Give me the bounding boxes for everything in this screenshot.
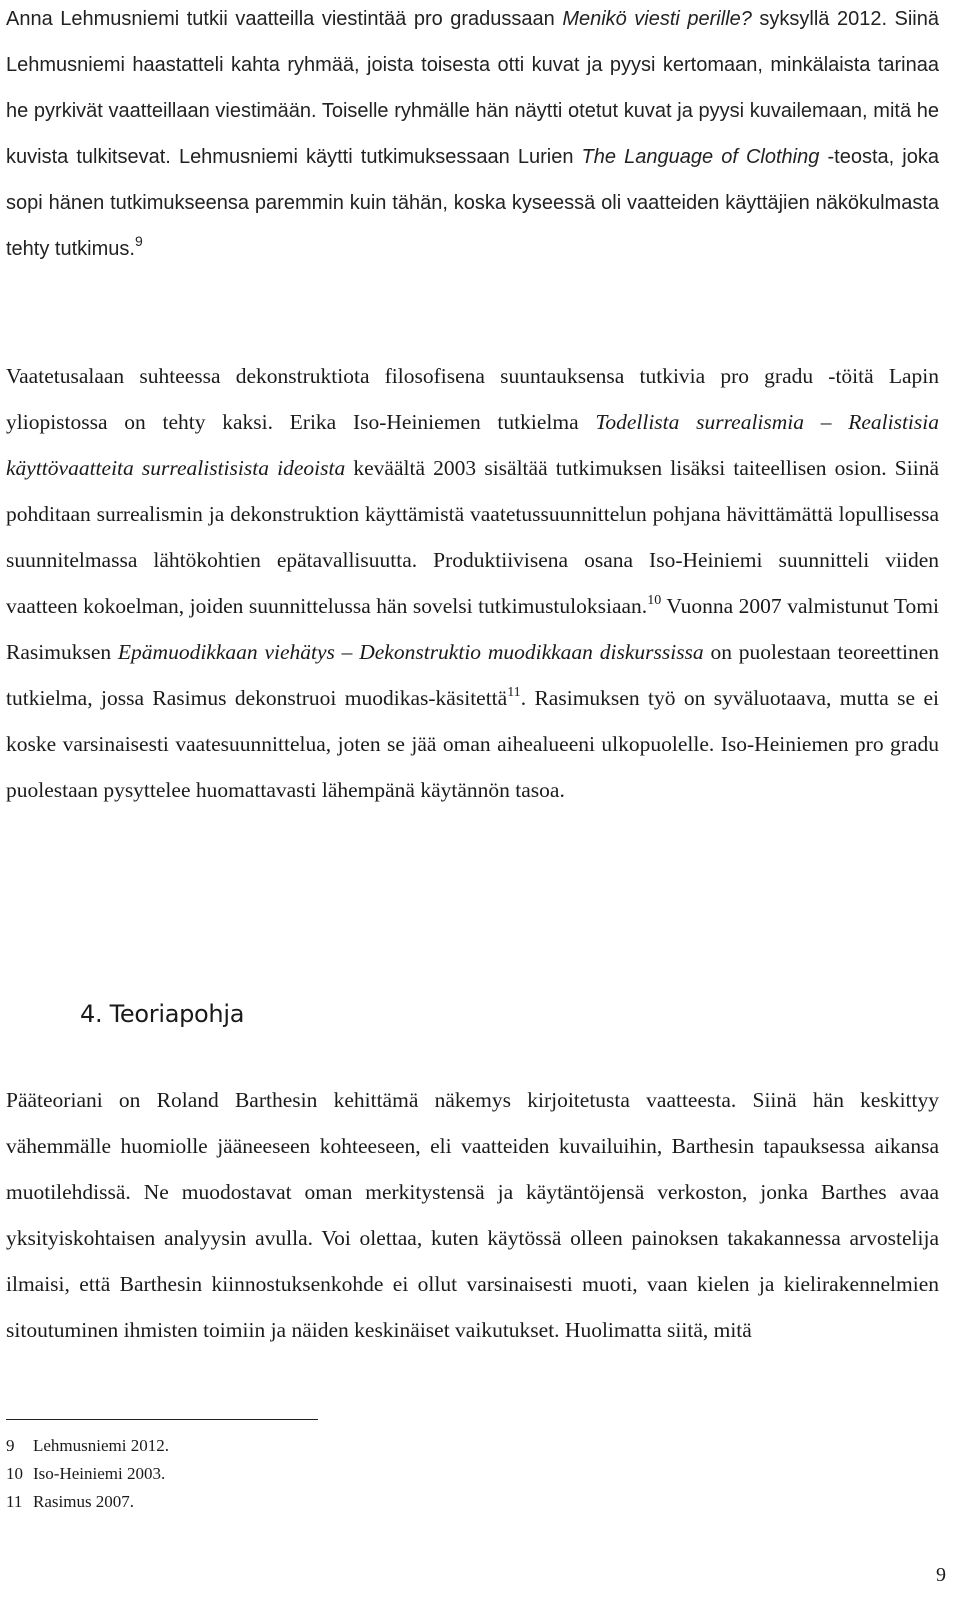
thesis-title: Epämuodikkaan viehätys – Dekonstruktio muodikkaan diskurssissa bbox=[117, 640, 704, 664]
section-heading: 4. Teoriapohja bbox=[80, 1000, 245, 1028]
book-title: The Language of Clothing bbox=[581, 146, 820, 168]
footnote-divider bbox=[6, 1419, 318, 1420]
paragraph-text: Vuonna 2007 valmistunut Tomi Rasimuksen bbox=[6, 594, 940, 664]
paragraph-text: -teosta, joka sopi hänen tutkimukseensa paremmin kuin tähän, koska kyseessä oli vaatteiden käyttäjien näkökulmasta tehty tutkimus. bbox=[6, 146, 939, 260]
paragraph-text: Anna Lehmusniemi tutkii vaatteilla viestintää pro gradussaan bbox=[6, 8, 563, 30]
page-number: 9 bbox=[936, 1564, 946, 1586]
footnote-text: Iso-Heiniemi 2003. bbox=[33, 1464, 166, 1483]
footnote bbox=[6, 1488, 169, 1516]
thesis-title: Menikö viesti perille? bbox=[562, 8, 752, 30]
paragraph-lehmusniemi bbox=[6, 0, 939, 272]
footnote-text: Rasimus 2007. bbox=[33, 1492, 135, 1511]
paragraph-theory: Pääteoriani on Roland Barthesin kehittämä näkemys kirjoitetusta vaatteesta. Siinä hän keskittyy vähemmälle huomiolle jääneeseen kohteeseen, eli vaatteiden kuvailuihin, Barthesin tapauksessa aikansa muotilehdissä. Ne muodostavat oman merkitystensä ja käytäntöjensä verkoston, jonka Barthes avaa yksityiskohtaisen analyysin avulla. Voi olettaa, kuten käytössä olleen painoksen takakannessa arvostelija ilmaisi, että Barthesin kiinnostuksenkohde ei ollut varsinaisesti muoti, vaan kielen ja kielirakennelmien sitoutuminen ihmisten toimiin ja näiden keskinäiset vaikutukset. Huolimatta siitä, mitä bbox=[6, 1088, 939, 1342]
paragraph-text: . Rasimuksen työ on syväluotaava, mutta se ei koske varsinaisesti vaatesuunnittelua, joten se jää oman aihealueeni ulkopuolelle. Iso-Heiniemen pro gradu puolestaan pysyttelee huomattavasti lähempänä käytännön tasoa. bbox=[6, 686, 940, 802]
footnote-number: 11 bbox=[6, 1492, 23, 1511]
footnote-ref: 11 bbox=[507, 685, 521, 700]
footnote-ref: 9 bbox=[134, 233, 143, 249]
paragraph-previous-theses bbox=[6, 353, 939, 813]
footnote-number: 9 bbox=[6, 1436, 15, 1455]
paragraph-text: syksyllä 2012. Siinä Lehmusniemi haastatteli kahta ryhmää, joista toisesta otti kuvat ja pyysi kertomaan, minkälaista tarinaa he pyrkivät vaatteillaan viestimään. Toiselle ryhmälle hän näytti otetut kuvat ja pyysi kuvailemaan, mitä he kuvista tulkitsevat. Lehmusniemi käytti tutkimuksessaan Lurien bbox=[6, 8, 939, 168]
paragraph-text: keväältä 2003 sisältää tutkimuksen lisäksi taiteellisen osion. Siinä pohditaan surrealismin ja dekonstruktion käyttämistä vaatetussuunnittelun pohjana hävittämättä lopullisessa suunnitelmassa lähtökohtien epätavallisuutta. Produktiivisena osana Iso-Heiniemi suunnitteli viiden vaatteen kokoelman, joiden suunnittelussa hän sovelsi tutkimustuloksiaan. bbox=[6, 456, 939, 618]
footnotes bbox=[6, 1432, 169, 1516]
footnote-ref: 10 bbox=[647, 593, 662, 608]
thesis-title: Todellista surrealismia – Realistisia käyttövaatteita surrealistisista ideoista bbox=[6, 410, 939, 480]
paragraph-text: Vaatetusalaan suhteessa dekonstruktiota filosofisena suuntauksensa tutkivia pro gradu -töitä Lapin yliopistossa on tehty kaksi. Erika Iso-Heiniemen tutkielma bbox=[6, 364, 939, 434]
footnote bbox=[6, 1432, 169, 1460]
footnote bbox=[6, 1460, 169, 1488]
footnote-number: 10 bbox=[6, 1464, 23, 1483]
paragraph-text: on puolestaan teoreettinen tutkielma, jossa Rasimus dekonstruoi muodikas-käsitettä bbox=[6, 640, 940, 710]
footnote-text: Lehmusniemi 2012. bbox=[33, 1436, 169, 1455]
